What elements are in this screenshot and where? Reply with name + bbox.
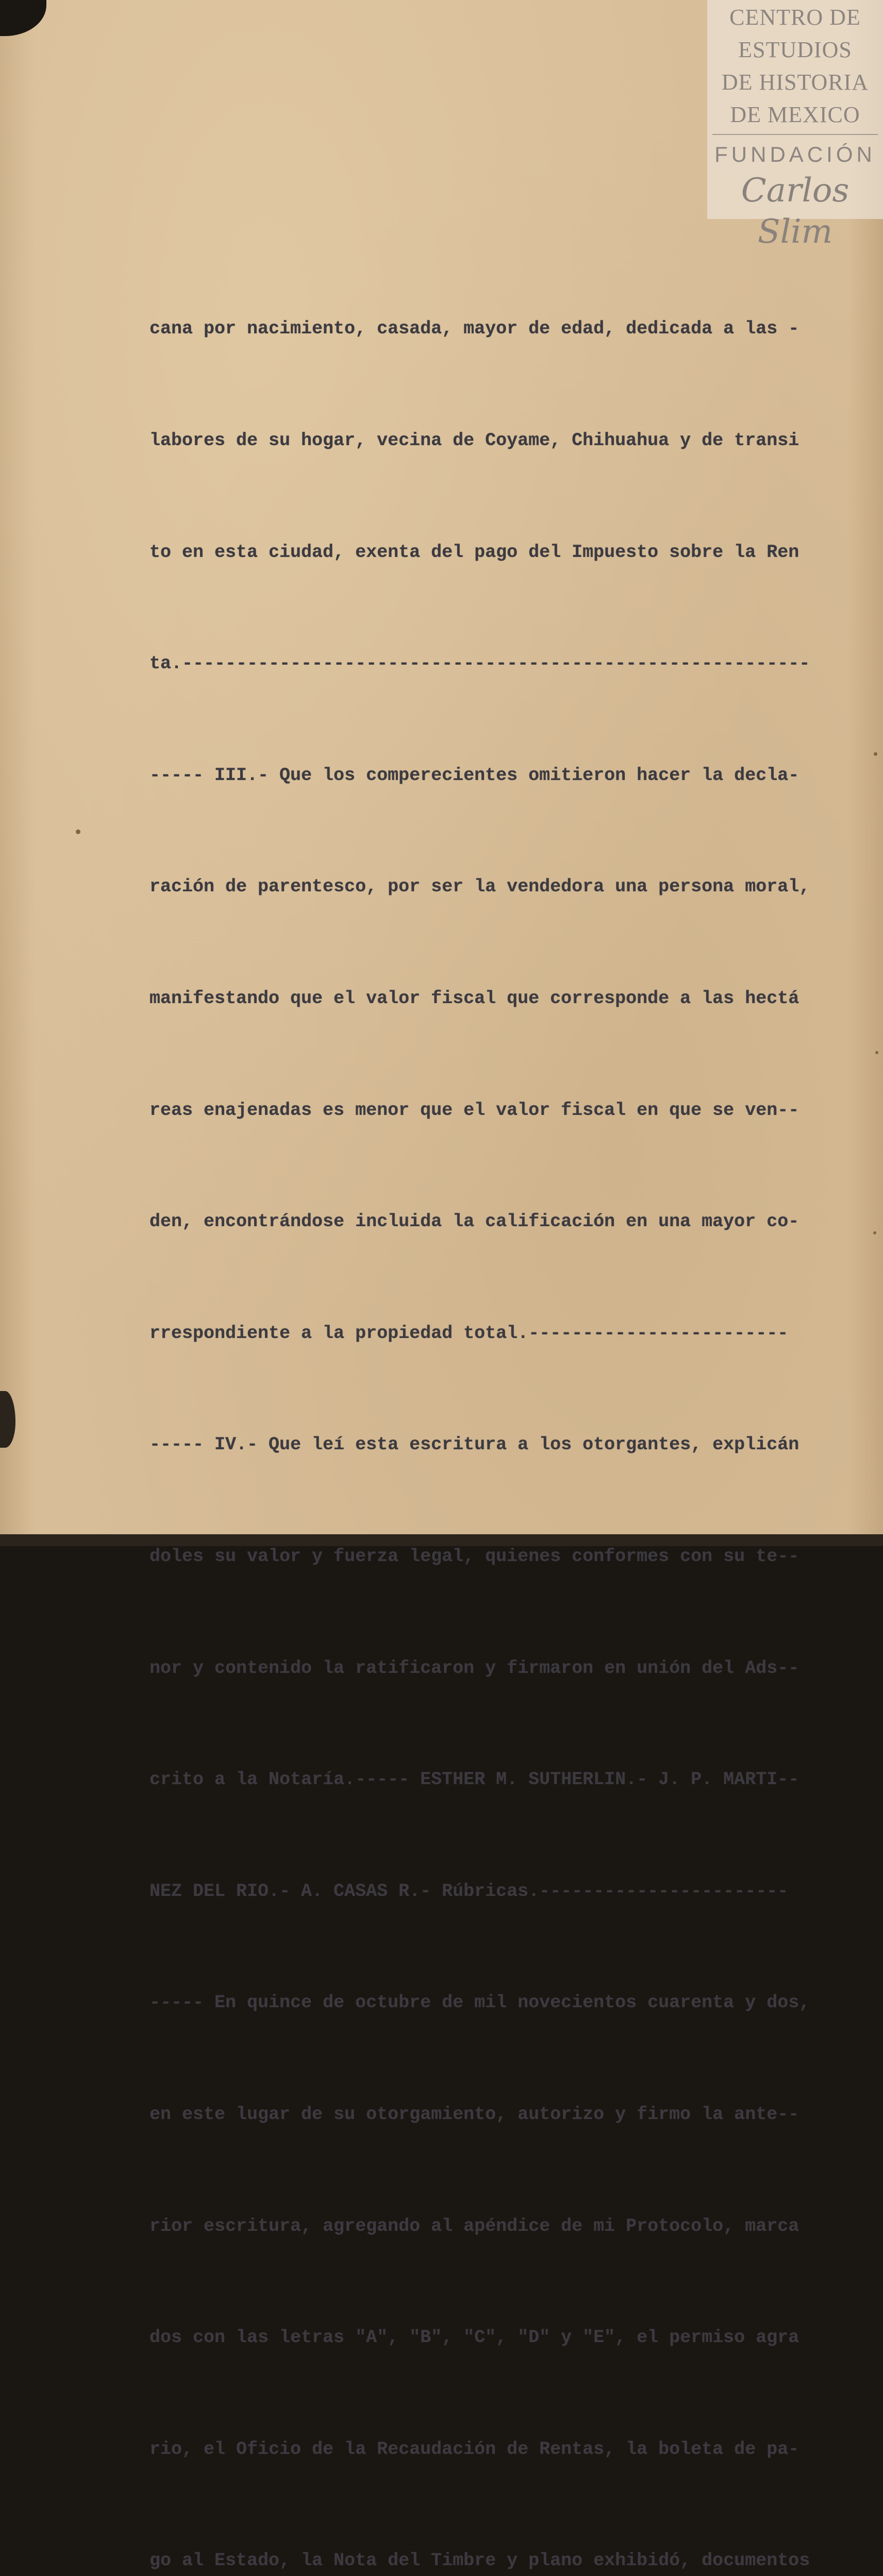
paper-spot — [875, 1051, 878, 1054]
watermark-line: DE MEXICO — [730, 102, 860, 127]
text-line: ----- En quince de octubre de mil novecientos cuarenta y dos, — [149, 1992, 810, 2013]
text-line: labores de su hogar, vecina de Coyame, Chihuahua y de transi — [149, 430, 799, 451]
watermark-line: ESTUDIOS — [738, 37, 852, 62]
text-line: to en esta ciudad, exenta del pago del Impuesto sobre la Ren — [149, 541, 799, 563]
text-line: go al Estado, la Nota del Timbre y plano exhibidó, documentos — [149, 2550, 810, 2571]
text-line: en este lugar de su otorgamiento, autorizo y firmo la ante-- — [149, 2104, 799, 2125]
text-line: ración de parentesco, por ser la vendedora una persona moral, — [149, 876, 810, 897]
watermark-line: CENTRO DE — [729, 5, 861, 30]
text-line: crito a la Notaría.----- ESTHER M. SUTHERLIN.- J. P. MARTI-- — [149, 1769, 799, 1790]
text-line: cana por nacimiento, casada, mayor de edad, dedicada a las - — [149, 318, 799, 340]
watermark-divider — [712, 134, 878, 135]
text-line: manifestando que el valor fiscal que corresponde a las hectá — [149, 988, 799, 1009]
text-line: dos con las letras "A", "B", "C", "D" y "E", el permiso agra — [149, 2327, 799, 2348]
text-line: ----- III.- Que los comperecientes omitieron hacer la decla- — [149, 765, 799, 786]
text-line: nor y contenido la ratificaron y firmaron en unión del Ads-- — [149, 1657, 799, 1679]
text-line: ta.---------------------------------------------------------- — [149, 653, 810, 674]
watermark-line: DE HISTORIA — [721, 70, 869, 95]
text-line: rio, el Oficio de la Recaudación de Rentas, la boleta de pa- — [149, 2438, 799, 2460]
watermark-signature: Carlos Slim — [741, 172, 849, 251]
archive-watermark — [707, 0, 883, 251]
watermark-foundation: FUNDACIÓN — [714, 142, 876, 166]
text-line: rrespondiente a la propiedad total.------------------------ — [149, 1323, 789, 1344]
torn-corner — [0, 0, 46, 36]
text-line: doles su valor y fuerza legal, quienes conformes con su te-- — [149, 1546, 799, 1567]
text-line: rior escritura, agregando al apéndice de mi Protocolo, marca — [149, 2215, 799, 2236]
paper-spot — [873, 1231, 876, 1234]
text-line: NEZ DEL RIO.- A. CASAS R.- Rúbricas.----------------------- — [149, 1880, 789, 1902]
paper-spot — [76, 829, 80, 834]
text-line: reas enajenadas es menor que el valor fiscal en que se ven-- — [149, 1099, 799, 1121]
torn-edge — [0, 1391, 15, 1448]
text-line: den, encontrándose incluida la calificación en una mayor co- — [149, 1211, 799, 1232]
paper-spot — [874, 752, 877, 756]
typewritten-text — [149, 236, 830, 2576]
text-line: ----- IV.- Que leí esta escritura a los otorgantes, explicán — [149, 1434, 799, 1455]
